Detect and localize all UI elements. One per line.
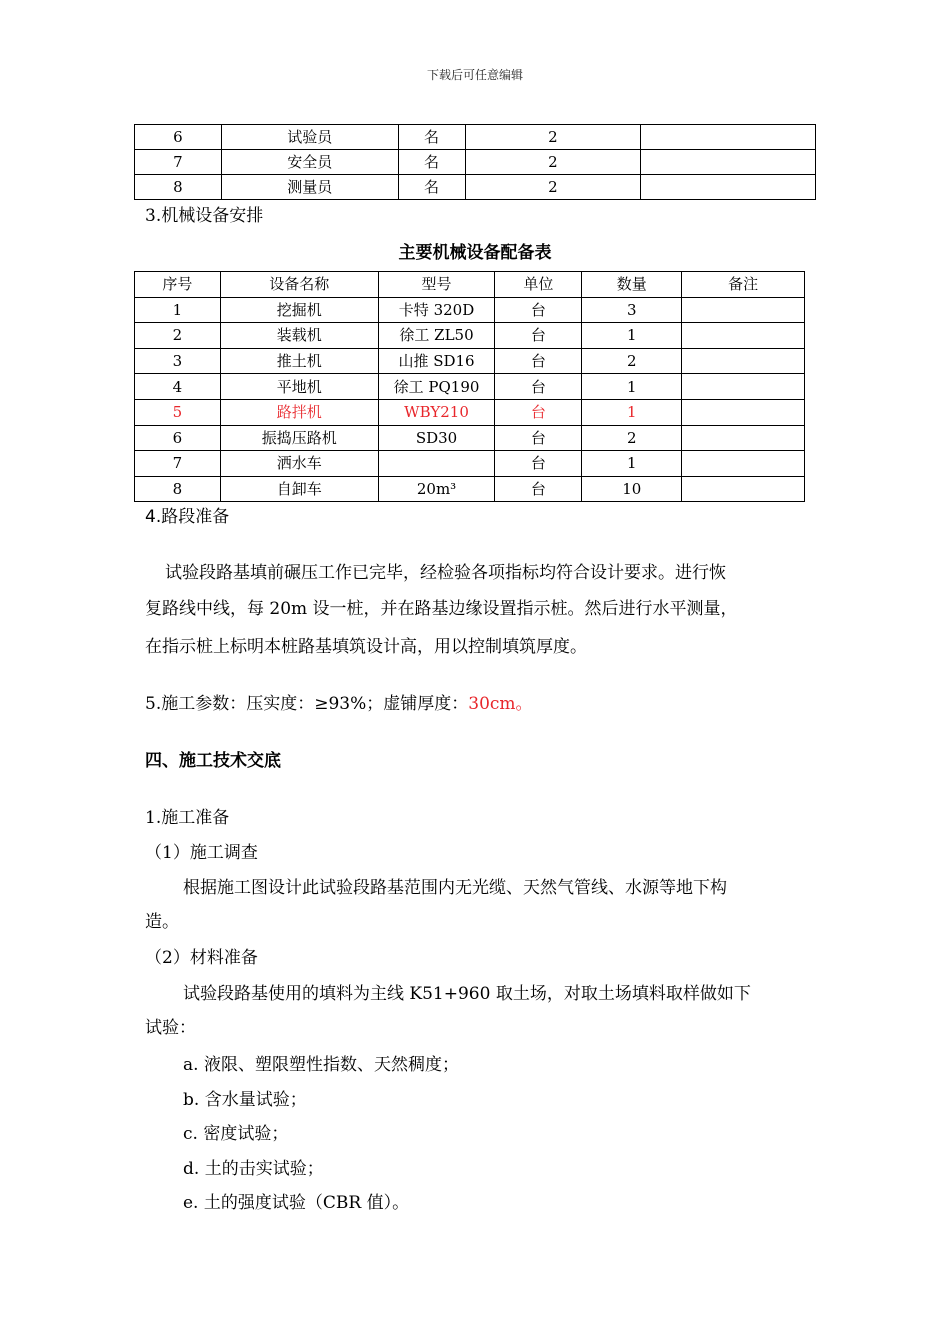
table-cell: 挖掘机 [220, 297, 378, 323]
table-cell: 名 [398, 150, 465, 175]
chapter4-heading: 四、施工技术交底 [145, 751, 281, 771]
section4-line-1: 试验段路基填前碾压工作已完毕，经检验各项指标均符合设计要求。进行恢 [165, 563, 726, 583]
prep-sub1-heading: （1）施工调查 [145, 843, 258, 863]
test-item: a. 液限、塑限塑性指数、天然稠度； [183, 1055, 459, 1075]
table-cell [641, 150, 816, 175]
table-row [135, 175, 816, 200]
table-cell: 台 [495, 451, 582, 477]
table-cell: 数量 [582, 272, 682, 298]
test-item: b. 含水量试验； [183, 1090, 307, 1110]
table-cell: 单位 [495, 272, 582, 298]
table-cell: 洒水车 [220, 451, 378, 477]
table-cell: 备注 [682, 272, 805, 298]
table-cell: 测量员 [221, 175, 398, 200]
table-row [135, 399, 805, 425]
table-cell: 振捣压路机 [220, 425, 378, 451]
table-cell [378, 451, 495, 477]
table-row [135, 374, 805, 400]
table-cell: 台 [495, 297, 582, 323]
test-item: d. 土的击实试验； [183, 1159, 324, 1179]
section5-value: 30cm。 [468, 694, 533, 714]
section5-params [145, 692, 533, 716]
table-cell [682, 323, 805, 349]
table-cell: 1 [582, 399, 682, 425]
table-cell: 山推 SD16 [378, 348, 495, 374]
table-cell: 型号 [378, 272, 495, 298]
table-row [135, 125, 816, 150]
table-cell: 自卸车 [220, 476, 378, 502]
table-cell: 7 [135, 451, 221, 477]
table-cell: 台 [495, 374, 582, 400]
table-cell: 4 [135, 374, 221, 400]
table-cell: 卡特 320D [378, 297, 495, 323]
table-cell: WBY210 [378, 399, 495, 425]
table-cell: 20m³ [378, 476, 495, 502]
table-cell [682, 451, 805, 477]
table-cell [682, 425, 805, 451]
table-cell: 徐工 ZL50 [378, 323, 495, 349]
section4-line-3: 在指示桩上标明本桩路基填筑设计高，用以控制填筑厚度。 [145, 637, 587, 657]
table-cell: 1 [582, 374, 682, 400]
table-row [135, 451, 805, 477]
test-item: e. 土的强度试验（CBR 值）。 [183, 1193, 410, 1213]
table-cell: 安全员 [221, 150, 398, 175]
prep-sub2-heading: （2）材料准备 [145, 948, 258, 968]
test-item: c. 密度试验； [183, 1124, 289, 1144]
page-header: 下载后可任意编辑 [426, 68, 523, 82]
table-cell: 路拌机 [220, 399, 378, 425]
table-cell: 10 [582, 476, 682, 502]
section3-heading: 3.机械设备安排 [145, 206, 264, 226]
table-row [135, 476, 805, 502]
table-cell [682, 476, 805, 502]
prep-sub2-line-2: 试验： [145, 1018, 196, 1038]
table-cell [682, 297, 805, 323]
table-cell: 8 [135, 175, 222, 200]
table-cell: 台 [495, 399, 582, 425]
table-cell: 试验员 [221, 125, 398, 150]
section4-heading: 4.路段准备 [145, 507, 230, 527]
table-cell: 2 [582, 348, 682, 374]
table-cell [682, 399, 805, 425]
table-cell: 1 [582, 451, 682, 477]
prep-sub2-line-1: 试验段路基使用的填料为主线 K51+960 取土场，对取土场填料取样做如下 [183, 984, 751, 1004]
prep-sub1-line-1: 根据施工图设计此试验段路基范围内无光缆、天然气管线、水源等地下构 [183, 878, 727, 898]
table-cell: 推土机 [220, 348, 378, 374]
table-cell: 1 [135, 297, 221, 323]
table-cell: 3 [582, 297, 682, 323]
table-cell: SD30 [378, 425, 495, 451]
table-cell: 装载机 [220, 323, 378, 349]
table-cell: 台 [495, 425, 582, 451]
table-cell: 台 [495, 323, 582, 349]
prep-heading: 1.施工准备 [145, 808, 230, 828]
table-row [135, 297, 805, 323]
table-cell: 2 [465, 125, 641, 150]
table-row [135, 348, 805, 374]
table-cell: 徐工 PQ190 [378, 374, 495, 400]
table-cell [641, 125, 816, 150]
table-cell: 名 [398, 125, 465, 150]
table-cell: 台 [495, 476, 582, 502]
table-cell: 6 [135, 425, 221, 451]
table-cell [682, 374, 805, 400]
table-cell: 6 [135, 125, 222, 150]
table-cell [641, 175, 816, 200]
table-cell: 7 [135, 150, 222, 175]
section4-line-2: 复路线中线，每 20m 设一桩，并在路基边缘设置指示桩。然后进行水平测量， [145, 599, 738, 619]
table-header-row [135, 272, 805, 298]
staff-table [134, 124, 816, 200]
table-cell: 名 [398, 175, 465, 200]
table-cell: 2 [135, 323, 221, 349]
table-cell [682, 348, 805, 374]
prep-sub1-line-2: 造。 [145, 912, 179, 932]
table-cell: 2 [465, 175, 641, 200]
table-row [135, 150, 816, 175]
table-cell: 台 [495, 348, 582, 374]
table-row [135, 425, 805, 451]
equipment-table [134, 271, 805, 502]
table-cell: 1 [582, 323, 682, 349]
equipment-table-title: 主要机械设备配备表 [398, 243, 552, 263]
table-cell: 设备名称 [220, 272, 378, 298]
table-cell: 3 [135, 348, 221, 374]
table-cell: 平地机 [220, 374, 378, 400]
table-cell: 8 [135, 476, 221, 502]
table-cell: 序号 [135, 272, 221, 298]
section5-prefix: 5.施工参数：压实度：≥93%；虚铺厚度： [145, 694, 469, 714]
table-cell: 5 [135, 399, 221, 425]
table-cell: 2 [465, 150, 641, 175]
table-row [135, 323, 805, 349]
table-cell: 2 [582, 425, 682, 451]
